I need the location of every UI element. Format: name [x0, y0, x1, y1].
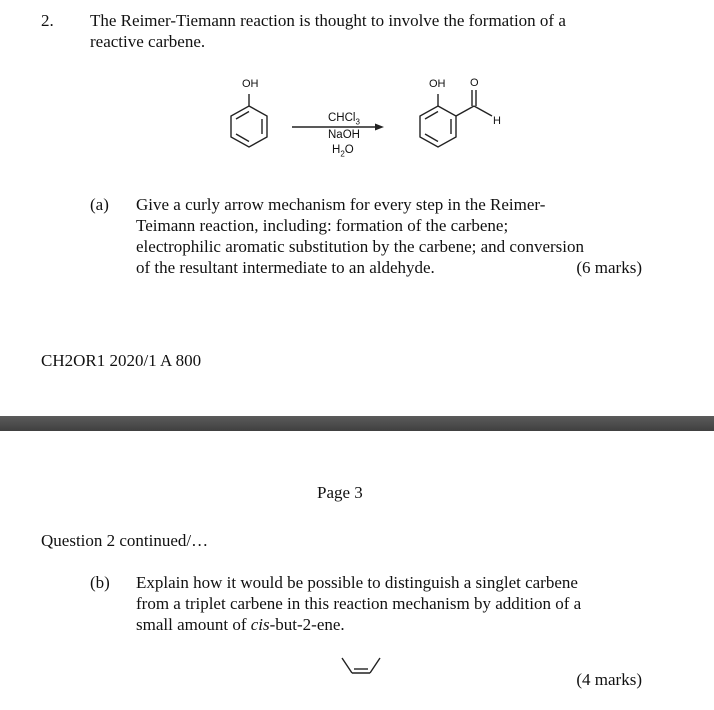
question-intro: The Reimer-Tiemann reaction is thought to involve the formation of a reactive carbene.: [90, 11, 566, 51]
cis-italic: cis: [250, 615, 270, 634]
phenol-structure: [231, 94, 267, 147]
part-a-label: (a): [90, 195, 109, 214]
part-a-text: Give a curly arrow mechanism for every step in the Reimer- Teimann reaction, including: formation of the carbene; electrophilic aromatic substitution by the carbene; and conversion of the resultant intermediate to an aldehyde.: [136, 195, 584, 277]
part-b-label: (b): [90, 573, 110, 592]
part-b-text: Explain how it would be possible to distinguish a singlet carbene from a triplet carbene in this reaction mechanism by addition of a small amount of cis-but-2-ene.: [136, 573, 582, 634]
part-b-marks: (4 marks): [576, 670, 642, 689]
salicylaldehyde-structure: [420, 90, 492, 147]
part-a-marks: (6 marks): [576, 258, 642, 277]
question-number: 2.: [41, 11, 54, 30]
page-divider: [0, 416, 714, 431]
reaction-scheme: [200, 70, 540, 170]
product-aldehyde-h-label: H: [493, 115, 501, 127]
cis-but-2-ene-structure: [340, 654, 382, 678]
reactant-oh-label: OH: [242, 78, 259, 90]
reagent-chloroform: CHCl$_3$: [328, 112, 360, 127]
question-continued: Question 2 continued/…: [41, 531, 209, 550]
reagent-naoh: NaOH: [328, 129, 360, 141]
page-number: Page 3: [317, 483, 363, 502]
exam-code: CH2OR1 2020/1 A 800: [41, 351, 202, 370]
product-carbonyl-o-label: O: [470, 77, 479, 89]
product-oh-label: OH: [429, 78, 446, 90]
reagent-water: $H_2O$: [332, 144, 354, 159]
